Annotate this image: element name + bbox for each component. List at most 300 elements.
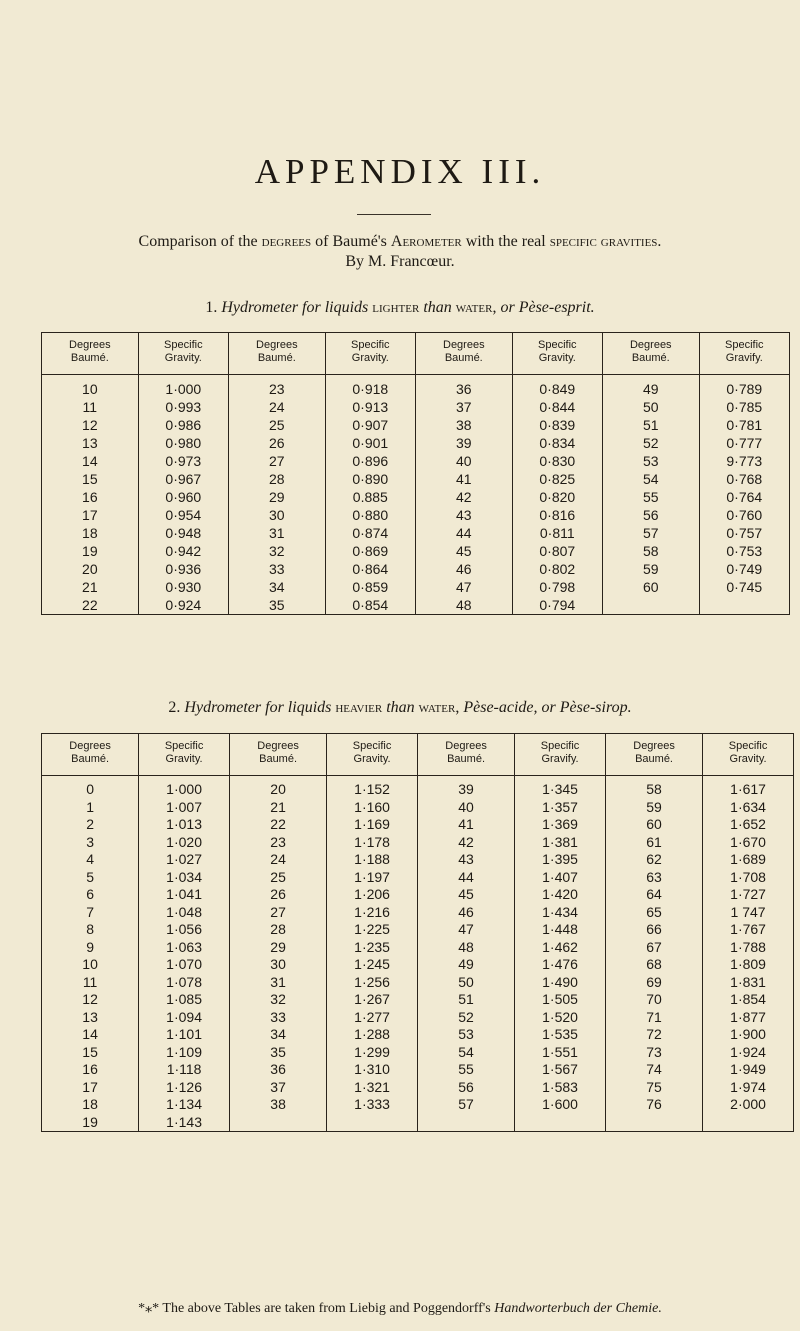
cell-gravity: 1·256	[327, 974, 418, 992]
cell-degrees: 25	[228, 416, 325, 434]
section-text: water,	[418, 699, 460, 716]
cell-gravity: 0·834	[512, 434, 602, 452]
cell-degrees: 38	[229, 1096, 326, 1114]
cell-degrees: 46	[415, 560, 512, 578]
cell-degrees: 70	[605, 991, 702, 1009]
table-row	[42, 939, 794, 957]
cell-gravity: 1·708	[703, 869, 794, 887]
cell-gravity: 1·900	[703, 1026, 794, 1044]
cell-degrees: 61	[605, 834, 702, 852]
cell-gravity: 1·020	[139, 834, 230, 852]
cell-degrees: 37	[415, 398, 512, 416]
cell-degrees: 34	[228, 578, 325, 596]
cell-gravity: 2·000	[703, 1096, 794, 1114]
cell-degrees: 54	[602, 470, 699, 488]
cell-degrees: 75	[605, 1079, 702, 1097]
cell-gravity: 0·789	[699, 375, 789, 399]
cell-degrees: 59	[605, 799, 702, 817]
cell-gravity: 0·942	[138, 542, 228, 560]
table-row	[42, 886, 794, 904]
cell-degrees: 52	[602, 434, 699, 452]
cell-gravity: 1·600	[515, 1096, 606, 1114]
cell-degrees: 6	[42, 886, 139, 904]
cell-degrees: 60	[602, 578, 699, 596]
cell-degrees: 48	[415, 596, 512, 615]
footnote-mark: *⁎*	[138, 1301, 160, 1316]
column-header-line: Specific	[540, 740, 580, 752]
cell-gravity: 1·535	[515, 1026, 606, 1044]
cell-gravity: 0.885	[325, 488, 415, 506]
cell-degrees: 33	[229, 1009, 326, 1027]
cell-gravity: 1·169	[327, 816, 418, 834]
column-header-line: Baumé.	[447, 753, 486, 765]
table-row	[42, 974, 794, 992]
cell-degrees: 39	[415, 434, 512, 452]
cell-degrees: 36	[415, 375, 512, 399]
cell-degrees: 8	[42, 921, 139, 939]
cell-degrees	[602, 596, 699, 615]
cell-gravity: 1·070	[139, 956, 230, 974]
cell-gravity: 0·794	[512, 596, 602, 615]
page-title: APPENDIX III.	[254, 152, 546, 191]
cell-gravity: 0·781	[699, 416, 789, 434]
table-row	[42, 851, 794, 869]
cell-gravity: 1·288	[327, 1026, 418, 1044]
cell-degrees: 28	[229, 921, 326, 939]
cell-degrees: 67	[605, 939, 702, 957]
cell-gravity: 0·924	[138, 596, 228, 615]
table-header-row	[42, 734, 794, 776]
cell-degrees: 47	[417, 921, 514, 939]
table-header-row	[42, 333, 790, 375]
cell-gravity: 0·745	[699, 578, 789, 596]
cell-degrees: 45	[415, 542, 512, 560]
cell-gravity: 0·764	[699, 488, 789, 506]
intro-text: Comparison of the	[138, 233, 258, 250]
cell-gravity: 0·849	[512, 375, 602, 399]
cell-gravity: 1·310	[327, 1061, 418, 1079]
cell-degrees: 50	[602, 398, 699, 416]
cell-gravity: 0·930	[138, 578, 228, 596]
table-heavier-than-water	[41, 733, 794, 1132]
table-row	[42, 452, 790, 470]
cell-gravity: 1·854	[703, 991, 794, 1009]
cell-degrees	[229, 1114, 326, 1132]
cell-gravity: 1·013	[139, 816, 230, 834]
section-text: Pèse-esprit.	[518, 299, 595, 316]
cell-degrees: 9	[42, 939, 139, 957]
cell-degrees: 44	[415, 524, 512, 542]
section-text: Hydrometer for liquids	[221, 299, 369, 316]
cell-degrees: 3	[42, 834, 139, 852]
cell-degrees: 14	[42, 1026, 139, 1044]
cell-gravity: 1·056	[139, 921, 230, 939]
table-row	[42, 816, 794, 834]
cell-gravity: 0·798	[512, 578, 602, 596]
cell-degrees: 0	[42, 776, 139, 799]
cell-gravity: 1·505	[515, 991, 606, 1009]
cell-gravity: 0·825	[512, 470, 602, 488]
column-header-line: Gravify.	[541, 753, 579, 765]
cell-gravity: 0·807	[512, 542, 602, 560]
cell-degrees: 10	[42, 375, 139, 399]
cell-gravity: 1·094	[139, 1009, 230, 1027]
table-row	[42, 1009, 794, 1027]
intro-line-1	[0, 232, 800, 252]
column-header-line: Baumé.	[70, 352, 109, 364]
table-row	[42, 524, 790, 542]
cell-gravity: 1·245	[327, 956, 418, 974]
cell-gravity: 0·869	[325, 542, 415, 560]
column-header-gravity	[138, 333, 228, 375]
cell-gravity: 1·788	[703, 939, 794, 957]
column-header-line: Baumé.	[631, 352, 670, 364]
cell-degrees: 46	[417, 904, 514, 922]
cell-degrees: 37	[229, 1079, 326, 1097]
cell-degrees: 62	[605, 851, 702, 869]
column-header-line: Degrees	[633, 740, 675, 752]
cell-gravity: 0·986	[138, 416, 228, 434]
cell-degrees: 72	[605, 1026, 702, 1044]
cell-gravity: 0·973	[138, 452, 228, 470]
cell-degrees: 49	[417, 956, 514, 974]
cell-degrees: 50	[417, 974, 514, 992]
cell-gravity: 1·420	[515, 886, 606, 904]
cell-degrees: 49	[602, 375, 699, 399]
cell-degrees: 15	[42, 1044, 139, 1062]
cell-degrees: 24	[228, 398, 325, 416]
cell-gravity: 1·000	[138, 375, 228, 399]
cell-gravity: 0·896	[325, 452, 415, 470]
column-header-line: Baumé.	[444, 352, 483, 364]
column-header-line: Degrees	[256, 339, 298, 351]
table-row	[42, 470, 790, 488]
column-header-line: Specific	[164, 740, 204, 752]
table-lighter-than-water	[41, 332, 790, 615]
column-header-line: Specific	[725, 339, 764, 351]
cell-degrees: 2	[42, 816, 139, 834]
cell-gravity: 1·974	[703, 1079, 794, 1097]
section-text: heavier	[335, 699, 383, 716]
cell-gravity: 1·109	[139, 1044, 230, 1062]
cell-gravity	[327, 1114, 418, 1132]
cell-degrees: 68	[605, 956, 702, 974]
table-row	[42, 375, 790, 399]
cell-degrees: 10	[42, 956, 139, 974]
table-row	[42, 506, 790, 524]
cell-degrees: 13	[42, 1009, 139, 1027]
intro-text: of Baumé's	[315, 233, 387, 250]
cell-gravity: 0·777	[699, 434, 789, 452]
cell-degrees: 74	[605, 1061, 702, 1079]
cell-degrees: 28	[228, 470, 325, 488]
cell-degrees: 69	[605, 974, 702, 992]
column-header-line: Gravity.	[729, 753, 767, 765]
column-header-line: Degrees	[443, 339, 485, 351]
cell-gravity: 1·809	[703, 956, 794, 974]
cell-degrees: 4	[42, 851, 139, 869]
cell-degrees: 19	[42, 1114, 139, 1132]
cell-degrees: 35	[229, 1044, 326, 1062]
cell-gravity: 1·689	[703, 851, 794, 869]
cell-degrees: 16	[42, 488, 139, 506]
cell-degrees: 33	[228, 560, 325, 578]
cell-gravity: 1·143	[139, 1114, 230, 1132]
cell-degrees: 5	[42, 869, 139, 887]
cell-degrees: 32	[228, 542, 325, 560]
cell-degrees: 17	[42, 506, 139, 524]
cell-gravity	[699, 596, 789, 615]
cell-degrees: 21	[229, 799, 326, 817]
cell-gravity: 1·767	[703, 921, 794, 939]
cell-degrees: 11	[42, 398, 139, 416]
column-header-line: Baumé.	[635, 753, 673, 765]
cell-degrees: 56	[417, 1079, 514, 1097]
column-header-line: Baumé.	[259, 753, 298, 765]
cell-gravity: 1·235	[327, 939, 418, 957]
cell-degrees: 32	[229, 991, 326, 1009]
cell-degrees: 57	[602, 524, 699, 542]
cell-gravity: 1·490	[515, 974, 606, 992]
cell-gravity: 0·859	[325, 578, 415, 596]
column-header-line: Specific	[728, 740, 768, 752]
cell-gravity: 1·101	[139, 1026, 230, 1044]
cell-gravity: 1·078	[139, 974, 230, 992]
table-row	[42, 560, 790, 578]
cell-degrees: 55	[602, 488, 699, 506]
cell-gravity: 1·434	[515, 904, 606, 922]
column-header-degrees	[228, 333, 325, 375]
cell-gravity: 1·448	[515, 921, 606, 939]
cell-gravity: 0·820	[512, 488, 602, 506]
cell-gravity: 0·874	[325, 524, 415, 542]
section-text: water,	[455, 299, 497, 316]
title-rule	[357, 214, 431, 215]
table-row	[42, 1096, 794, 1114]
cell-gravity: 1·321	[327, 1079, 418, 1097]
cell-gravity: 1·134	[139, 1096, 230, 1114]
column-header-gravity	[325, 333, 415, 375]
cell-gravity: 1·225	[327, 921, 418, 939]
cell-gravity: 0·913	[325, 398, 415, 416]
cell-degrees: 29	[229, 939, 326, 957]
cell-gravity: 1·634	[703, 799, 794, 817]
cell-degrees	[417, 1114, 514, 1132]
cell-gravity: 0·854	[325, 596, 415, 615]
cell-gravity: 0·901	[325, 434, 415, 452]
cell-gravity: 1·178	[327, 834, 418, 852]
cell-degrees: 35	[228, 596, 325, 615]
column-header-line: Specific	[164, 339, 203, 351]
cell-gravity: 0·918	[325, 375, 415, 399]
column-header-line: Gravity.	[538, 352, 576, 364]
column-header-line: Gravity.	[165, 753, 203, 765]
cell-degrees: 58	[602, 542, 699, 560]
table-row	[42, 776, 794, 799]
cell-gravity: 1·727	[703, 886, 794, 904]
cell-gravity: 0·830	[512, 452, 602, 470]
cell-gravity: 0·811	[512, 524, 602, 542]
cell-degrees: 12	[42, 991, 139, 1009]
cell-degrees: 30	[228, 506, 325, 524]
table-row	[42, 578, 790, 596]
cell-degrees: 43	[417, 851, 514, 869]
cell-gravity: 0·948	[138, 524, 228, 542]
cell-gravity: 0·967	[138, 470, 228, 488]
cell-degrees: 27	[229, 904, 326, 922]
column-header-line: Degrees	[69, 740, 111, 752]
column-header-degrees	[229, 734, 326, 776]
cell-degrees: 51	[417, 991, 514, 1009]
table-row	[42, 596, 790, 615]
column-header-degrees	[42, 734, 139, 776]
cell-gravity: 0·844	[512, 398, 602, 416]
section-number: 1.	[205, 299, 218, 316]
cell-gravity: 1·407	[515, 869, 606, 887]
cell-degrees: 26	[228, 434, 325, 452]
cell-degrees: 40	[415, 452, 512, 470]
column-header-degrees	[42, 333, 139, 375]
cell-gravity: 0·753	[699, 542, 789, 560]
cell-gravity: 0·768	[699, 470, 789, 488]
cell-gravity: 0·936	[138, 560, 228, 578]
cell-gravity: 0·757	[699, 524, 789, 542]
cell-degrees: 14	[42, 452, 139, 470]
cell-degrees: 16	[42, 1061, 139, 1079]
cell-degrees: 19	[42, 542, 139, 560]
cell-gravity: 1·007	[139, 799, 230, 817]
intro-text: degrees	[261, 233, 312, 250]
cell-gravity: 0·785	[699, 398, 789, 416]
cell-degrees	[605, 1114, 702, 1132]
column-header-degrees	[602, 333, 699, 375]
cell-gravity: 0·749	[699, 560, 789, 578]
column-header-line: Degrees	[445, 740, 487, 752]
cell-degrees: 22	[229, 816, 326, 834]
cell-degrees: 39	[417, 776, 514, 799]
cell-degrees: 47	[415, 578, 512, 596]
cell-degrees: 40	[417, 799, 514, 817]
cell-gravity: 0·960	[138, 488, 228, 506]
cell-gravity: 1·670	[703, 834, 794, 852]
cell-degrees: 42	[417, 834, 514, 852]
column-header-line: Gravity.	[351, 352, 389, 364]
section-2-heading	[0, 699, 800, 717]
cell-degrees: 31	[228, 524, 325, 542]
intro-text: Aerometer	[390, 233, 462, 250]
cell-gravity: 1·118	[139, 1061, 230, 1079]
table-row	[42, 904, 794, 922]
cell-gravity: 1·345	[515, 776, 606, 799]
column-header-degrees	[415, 333, 512, 375]
cell-gravity: 1·000	[139, 776, 230, 799]
table-row	[42, 434, 790, 452]
cell-degrees: 45	[417, 886, 514, 904]
cell-gravity: 1·652	[703, 816, 794, 834]
cell-degrees: 52	[417, 1009, 514, 1027]
table-row	[42, 956, 794, 974]
column-header-gravity	[139, 734, 230, 776]
footnote-text: The above Tables are taken from Liebig and Poggendorff's	[162, 1301, 491, 1316]
cell-gravity: 0·907	[325, 416, 415, 434]
column-header-line: Specific	[538, 339, 577, 351]
section-text: Hydrometer for liquids	[184, 699, 332, 716]
table-row	[42, 416, 790, 434]
cell-degrees: 38	[415, 416, 512, 434]
table-row	[42, 834, 794, 852]
table-row	[42, 1026, 794, 1044]
intro-line-2: By M. Francœur.	[345, 253, 455, 270]
cell-degrees: 43	[415, 506, 512, 524]
cell-degrees: 41	[415, 470, 512, 488]
column-header-line: Gravity.	[353, 753, 391, 765]
cell-degrees: 25	[229, 869, 326, 887]
cell-gravity: 1·197	[327, 869, 418, 887]
column-header-line: Specific	[352, 740, 392, 752]
cell-gravity: 1·277	[327, 1009, 418, 1027]
cell-gravity: 1·551	[515, 1044, 606, 1062]
cell-gravity: 0·890	[325, 470, 415, 488]
cell-gravity: 0·816	[512, 506, 602, 524]
cell-degrees: 26	[229, 886, 326, 904]
cell-gravity: 0·954	[138, 506, 228, 524]
cell-degrees: 31	[229, 974, 326, 992]
cell-gravity	[703, 1114, 794, 1132]
cell-degrees: 57	[417, 1096, 514, 1114]
cell-degrees: 42	[415, 488, 512, 506]
cell-degrees: 71	[605, 1009, 702, 1027]
cell-degrees: 60	[605, 816, 702, 834]
cell-gravity: 1·299	[327, 1044, 418, 1062]
cell-gravity: 1·567	[515, 1061, 606, 1079]
cell-gravity: 1·520	[515, 1009, 606, 1027]
column-header-line: Specific	[351, 339, 390, 351]
cell-degrees: 12	[42, 416, 139, 434]
intro-text: specific gravities.	[549, 233, 662, 250]
column-header-line: Baumé.	[71, 753, 110, 765]
cell-degrees: 53	[417, 1026, 514, 1044]
column-header-line: Degrees	[257, 740, 299, 752]
table-row	[42, 991, 794, 1009]
column-header-gravity	[512, 333, 602, 375]
cell-degrees: 76	[605, 1096, 702, 1114]
cell-gravity: 1·877	[703, 1009, 794, 1027]
table-row	[42, 542, 790, 560]
cell-gravity: 9·773	[699, 452, 789, 470]
section-1-heading	[0, 299, 800, 317]
cell-gravity: 1·476	[515, 956, 606, 974]
cell-degrees: 66	[605, 921, 702, 939]
cell-gravity: 1 747	[703, 904, 794, 922]
cell-degrees: 63	[605, 869, 702, 887]
section-text: lighter	[372, 299, 420, 316]
column-header-line: Gravity.	[164, 352, 202, 364]
column-header-degrees	[417, 734, 514, 776]
cell-degrees: 55	[417, 1061, 514, 1079]
cell-degrees: 41	[417, 816, 514, 834]
cell-degrees: 7	[42, 904, 139, 922]
column-header-gravity	[515, 734, 606, 776]
cell-gravity: 1·216	[327, 904, 418, 922]
cell-gravity: 1·206	[327, 886, 418, 904]
cell-degrees: 20	[229, 776, 326, 799]
cell-degrees: 56	[602, 506, 699, 524]
cell-gravity: 1·152	[327, 776, 418, 799]
cell-gravity: 1·949	[703, 1061, 794, 1079]
section-text: Pèse-acide, or Pèse-sirop.	[463, 699, 632, 716]
intro	[0, 232, 800, 272]
cell-gravity: 1·924	[703, 1044, 794, 1062]
